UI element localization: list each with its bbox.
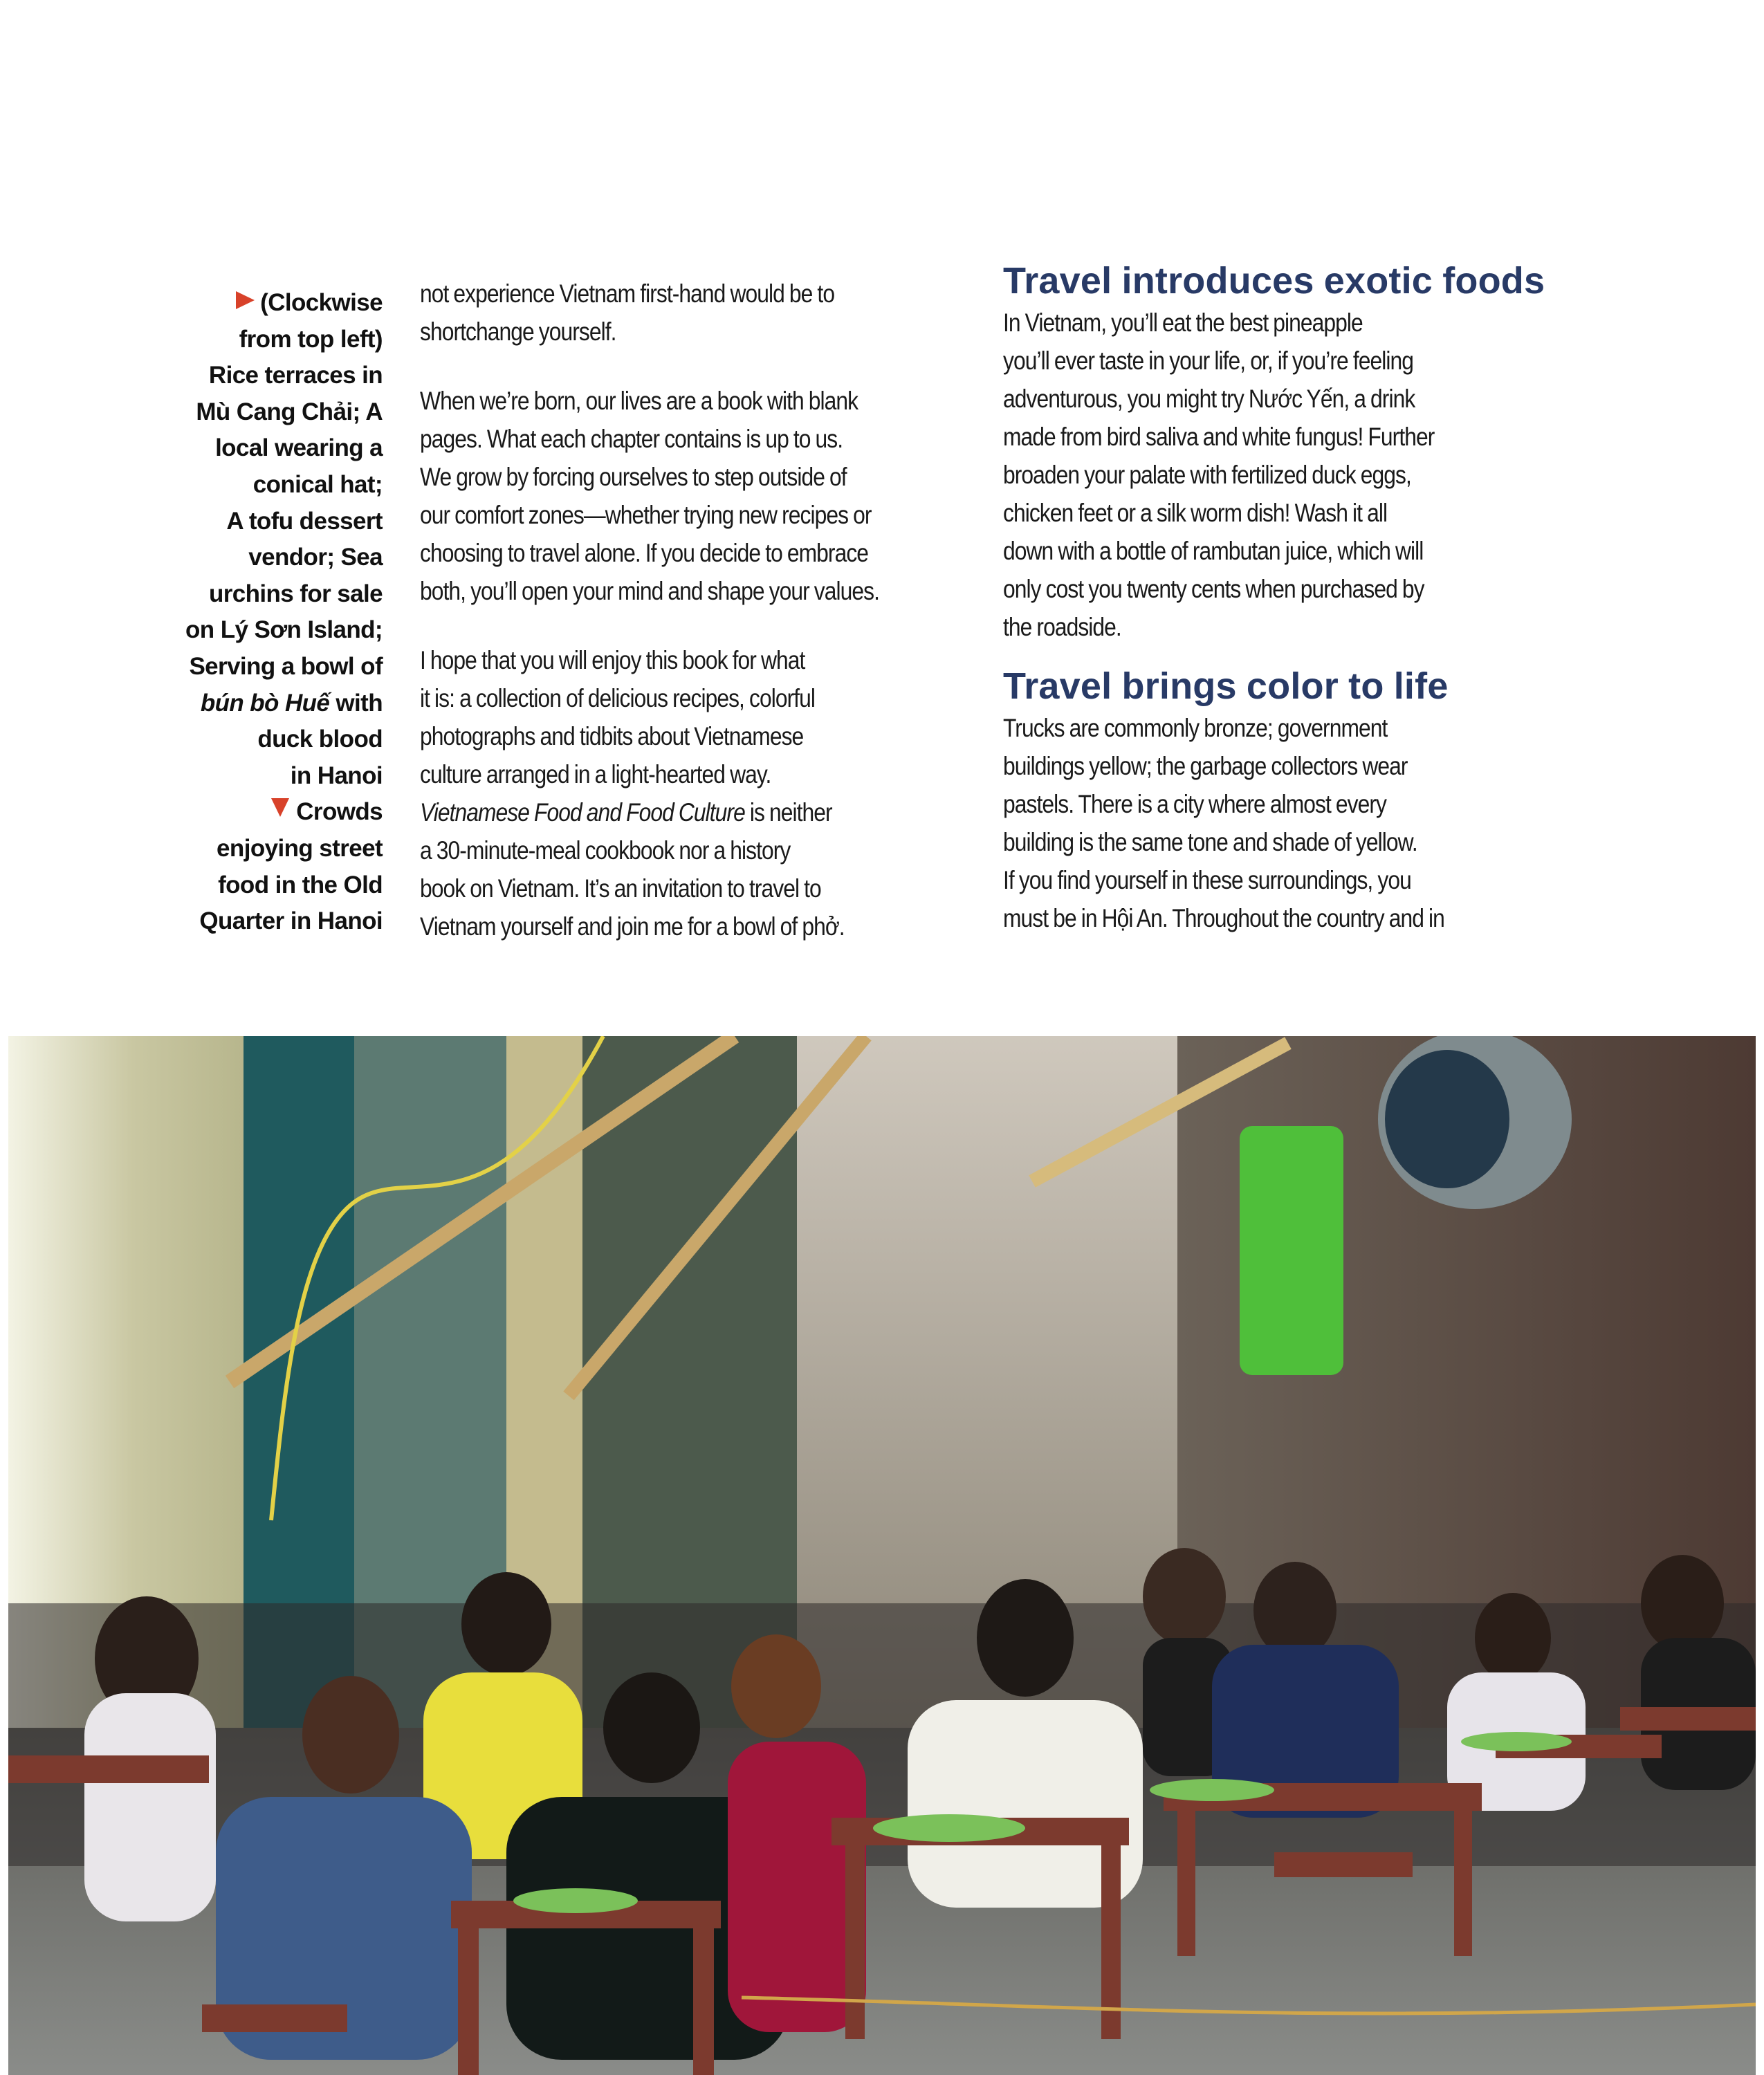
text-line: broaden your palate with fertilized duck eggs, bbox=[1003, 461, 1411, 489]
text-line: Trucks are commonly bronze; government bbox=[1003, 714, 1388, 742]
text-line: shortchange yourself. bbox=[420, 317, 616, 346]
text-line: culture arranged in a light-hearted way. bbox=[420, 760, 771, 788]
text-line: pastels. There is a city where almost every bbox=[1003, 790, 1387, 818]
caption-line: enjoying street bbox=[217, 834, 383, 862]
text-line: made from bird saliva and white fungus! Further bbox=[1003, 423, 1435, 451]
paragraph bbox=[1003, 304, 1570, 646]
body-column-1 bbox=[420, 275, 973, 946]
text-line: down with a bottle of rambutan juice, which will bbox=[1003, 537, 1424, 565]
book-title: Vietnamese Food and Food Culture bbox=[420, 798, 745, 827]
street-food-photo bbox=[8, 1036, 1756, 2075]
dish-name: bún bò Huế bbox=[200, 689, 330, 717]
text-line: Vietnamese Food and Food Culture is neither bbox=[420, 798, 832, 827]
text-line: pages. What each chapter contains is up to us. bbox=[420, 425, 843, 453]
paragraph bbox=[420, 275, 973, 351]
paragraph bbox=[420, 641, 973, 946]
text-line: Vietnam yourself and join me for a bowl of phở. bbox=[420, 912, 845, 941]
caption-line: in Hanoi bbox=[290, 762, 383, 789]
text-line: building is the same tone and shade of yellow. bbox=[1003, 828, 1417, 856]
caption-line: Mù Cang Chải; A bbox=[196, 398, 383, 425]
text-line: not experience Vietnam first-hand would be to bbox=[420, 279, 835, 308]
caption-line: urchins for sale bbox=[208, 580, 383, 607]
text-line: When we’re born, our lives are a book with blank bbox=[420, 387, 858, 415]
section-heading-exotic-foods: Travel introduces exotic foods bbox=[1003, 260, 1545, 302]
section-heading-color-to-life: Travel brings color to life bbox=[1003, 665, 1449, 707]
paragraph bbox=[420, 382, 973, 610]
text-line: the roadside. bbox=[1003, 613, 1121, 641]
caption-line: Rice terraces in bbox=[208, 362, 383, 389]
text-line: must be in Hội An. Throughout the country and in bbox=[1003, 904, 1444, 932]
triangle-down-icon bbox=[271, 798, 289, 817]
caption-line: Crowds bbox=[138, 794, 383, 831]
caption-line: Serving a bowl of bbox=[189, 652, 383, 680]
text-line: book on Vietnam. It’s an invitation to travel to bbox=[420, 874, 821, 903]
text-line: you’ll ever taste in your life, or, if you’re feeling bbox=[1003, 347, 1413, 375]
caption-line: (Clockwise bbox=[138, 285, 383, 322]
text-line: only cost you twenty cents when purchased by bbox=[1003, 575, 1424, 603]
text-line: it is: a collection of delicious recipes, colorful bbox=[420, 684, 815, 712]
body-column-2 bbox=[1003, 258, 1570, 937]
text-line: photographs and tidbits about Vietnamese bbox=[420, 722, 804, 750]
text-line: buildings yellow; the garbage collectors wear bbox=[1003, 752, 1408, 780]
text-line: choosing to travel alone. If you decide to embrace bbox=[420, 539, 869, 567]
text-line: I hope that you will enjoy this book for what bbox=[420, 646, 805, 674]
caption-line: bún bò Huế with bbox=[200, 689, 383, 717]
text-line: If you find yourself in these surroundings, you bbox=[1003, 866, 1411, 894]
text-line: In Vietnam, you’ll eat the best pineapple bbox=[1003, 308, 1363, 337]
text-line: our comfort zones—whether trying new recipes or bbox=[420, 501, 872, 529]
caption-line: duck blood bbox=[257, 726, 383, 753]
text-line: We grow by forcing ourselves to step outside of bbox=[420, 463, 847, 491]
caption-line: on Lý Sơn Island; bbox=[185, 616, 383, 644]
caption-line: Quarter in Hanoi bbox=[199, 907, 383, 935]
text-line: a 30-minute-meal cookbook nor a history bbox=[420, 836, 791, 865]
text-line: both, you’ll open your mind and shape your values. bbox=[420, 577, 880, 605]
caption-line: vendor; Sea bbox=[248, 544, 383, 571]
caption-line: food in the Old bbox=[218, 871, 383, 898]
caption-line: conical hat; bbox=[252, 470, 383, 498]
caption-line: local wearing a bbox=[215, 434, 383, 462]
text-line: adventurous, you might try Nước Yến, a drink bbox=[1003, 385, 1415, 413]
paragraph bbox=[1003, 709, 1570, 937]
street-food-scene-illustration bbox=[8, 1036, 1756, 2075]
triangle-right-icon bbox=[236, 291, 255, 309]
photo-caption bbox=[138, 285, 383, 940]
caption-line: from top left) bbox=[239, 325, 383, 353]
caption-line: A tofu dessert bbox=[226, 507, 383, 535]
text-line: chicken feet or a silk worm dish! Wash it all bbox=[1003, 499, 1388, 527]
